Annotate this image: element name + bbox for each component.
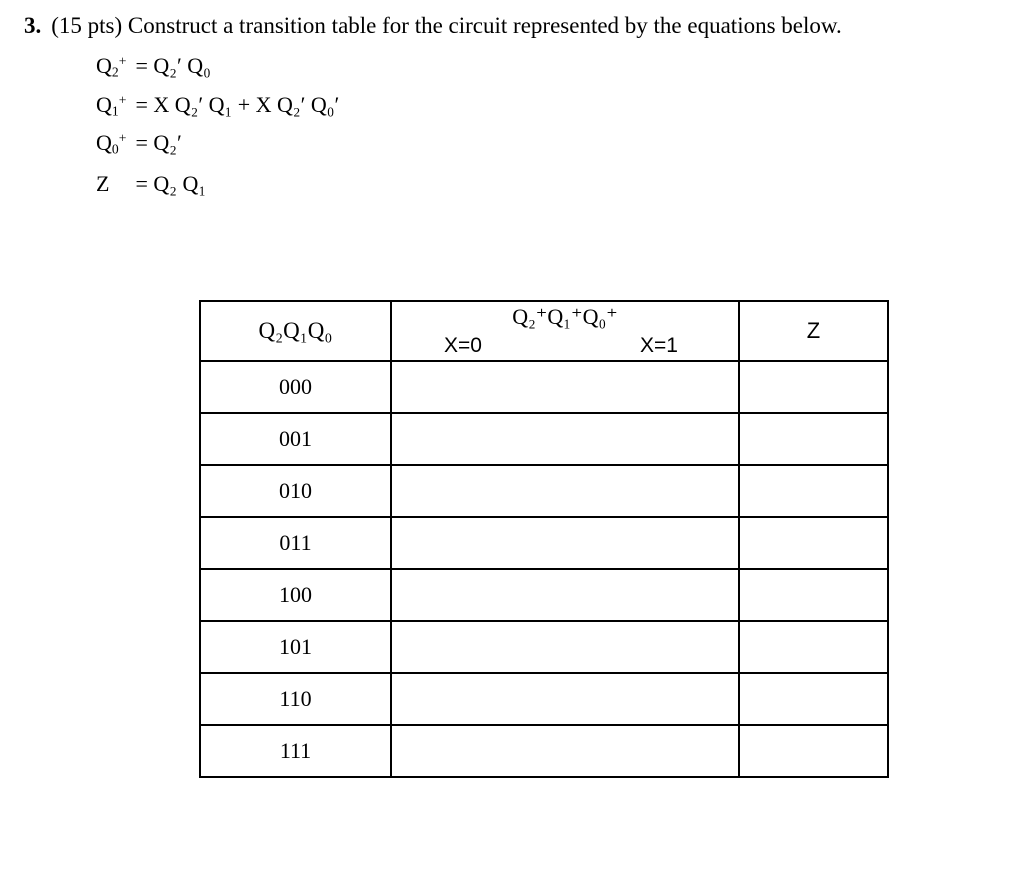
question-prompt xyxy=(24,10,1004,42)
equation-z-output xyxy=(96,170,206,198)
state-cell: 011 xyxy=(200,517,391,569)
next-state-cell[interactable] xyxy=(391,673,739,725)
equation-lhs: $Q_2^+$ xyxy=(96,53,127,80)
equation-q0-next xyxy=(96,129,182,157)
header-output-z: Z xyxy=(739,301,888,361)
equation-rhs: = Q₂′ xyxy=(130,130,182,155)
state-cell: 000 xyxy=(200,361,391,413)
state-cell: 111 xyxy=(200,725,391,777)
next-state-cell[interactable] xyxy=(391,465,739,517)
question-number: 3. xyxy=(24,13,42,38)
header-x0: X=0 xyxy=(444,334,482,357)
state-cell: 101 xyxy=(200,621,391,673)
output-cell[interactable] xyxy=(739,569,888,621)
table-row xyxy=(200,413,888,465)
table-row xyxy=(200,673,888,725)
output-cell[interactable] xyxy=(739,465,888,517)
header-next-state-label: Q₂⁺Q₁⁺Q₀⁺ xyxy=(512,304,618,329)
equation-q1-next xyxy=(96,91,339,119)
table-row xyxy=(200,517,888,569)
next-state-cell[interactable] xyxy=(391,517,739,569)
next-state-cell[interactable] xyxy=(391,361,739,413)
state-cell: 110 xyxy=(200,673,391,725)
table-row xyxy=(200,361,888,413)
next-state-cell[interactable] xyxy=(391,621,739,673)
table-header-row xyxy=(200,301,888,361)
output-cell[interactable] xyxy=(739,413,888,465)
output-cell[interactable] xyxy=(739,361,888,413)
equation-rhs: = X Q₂′ Q₁ + X Q₂′ Q₀′ xyxy=(130,92,340,117)
equation-lhs: $Q_0^+$ xyxy=(96,130,127,157)
state-cell: 010 xyxy=(200,465,391,517)
next-state-cell[interactable] xyxy=(391,569,739,621)
equation-rhs: = Q₂′ Q₀ xyxy=(130,53,211,78)
table-row xyxy=(200,725,888,777)
equation-rhs: = Q₂ Q₁ xyxy=(130,171,207,196)
output-cell[interactable] xyxy=(739,517,888,569)
equation-q2-next xyxy=(96,52,211,80)
output-cell[interactable] xyxy=(739,673,888,725)
header-next-state xyxy=(391,301,739,361)
header-x1: X=1 xyxy=(640,334,678,357)
table-row xyxy=(200,465,888,517)
state-cell: 100 xyxy=(200,569,391,621)
output-cell[interactable] xyxy=(739,725,888,777)
transition-table xyxy=(199,300,889,778)
table-row xyxy=(200,569,888,621)
header-present-state: Q₂Q₁Q₀ xyxy=(200,301,391,361)
next-state-cell[interactable] xyxy=(391,725,739,777)
next-state-cell[interactable] xyxy=(391,413,739,465)
state-cell: 001 xyxy=(200,413,391,465)
equation-lhs: $Q_1^+$ xyxy=(96,92,127,119)
output-cell[interactable] xyxy=(739,621,888,673)
table-row xyxy=(200,621,888,673)
equation-lhs: Z xyxy=(96,171,110,196)
question-text: (15 pts) Construct a transition table for the circuit represented by the equations below. xyxy=(51,13,842,38)
